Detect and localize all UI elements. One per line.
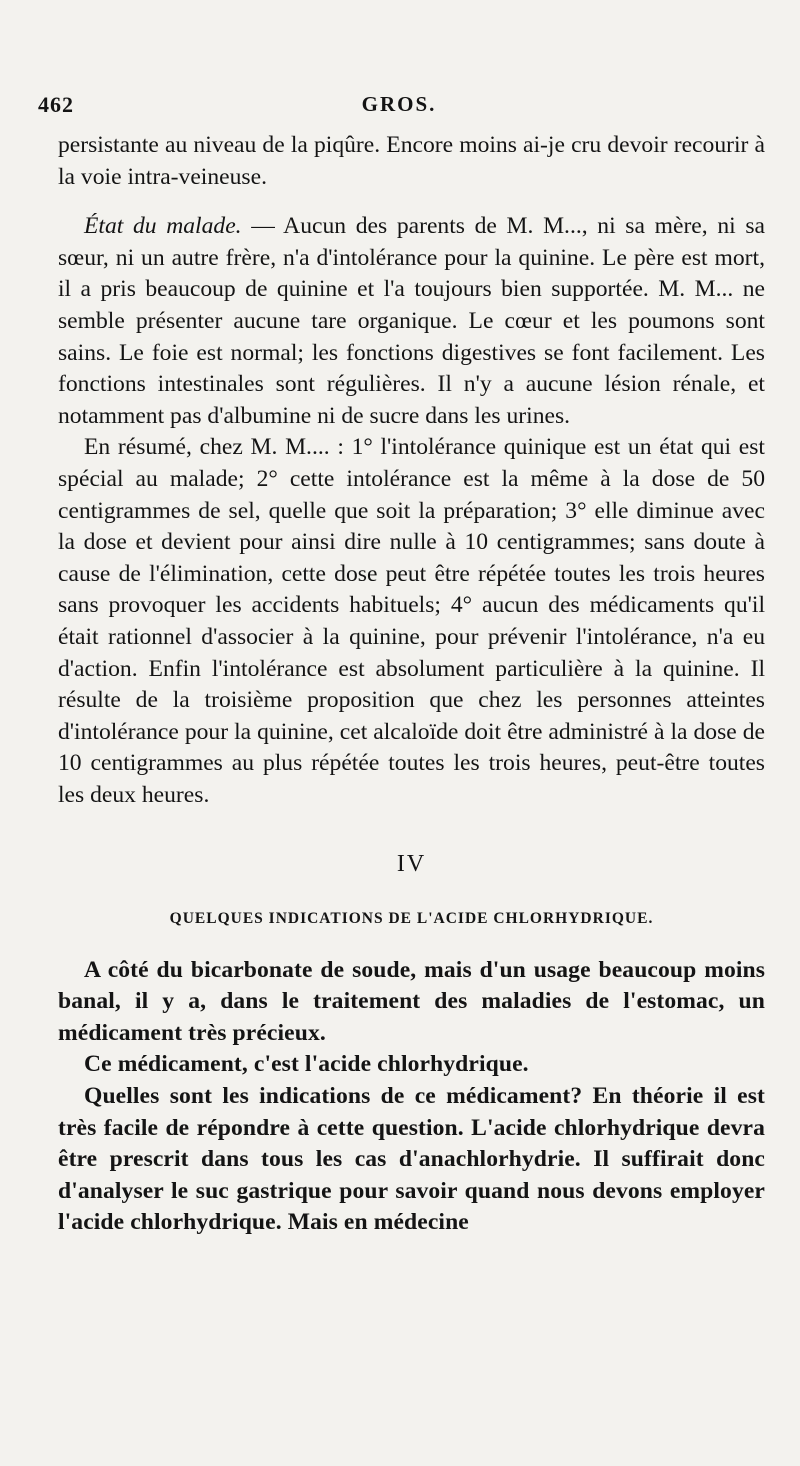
section-title: QUELQUES INDICATIONS DE L'ACIDE CHLORHYDRIQUE. xyxy=(169,910,654,928)
paragraph-text: — Aucun des parents de M. M..., ni sa mère, ni sa sœur, ni un autre frère, n'a d'intolérance pour la quinine. Le père est mort, il a pris beaucoup de quinine et l'a toujours bien supportée. M. M... ne semble présenter aucune tare organique. Le cœur et les poumons sont sains. Le foie est normal; les fonctions digestives se font facilement. Les fonctions intestinales sont régulières. Il n'y a aucune lésion rénale, et notamment pas d'albumine ni de sucre dans les urines. xyxy=(58,213,765,429)
paragraph-resume: En résumé, chez M. M.... : 1° l'intolérance quinique est un état qui est spécial au malade; 2° cette intolérance est la même à la dose de 50 centigrammes de sel, quelle que soit la préparation; 3° elle diminue avec la dose et devient pour ainsi dire nulle à 10 centigrammes; sans doute à cause de l'élimination, cette dose peut être répétée toutes les trois heures sans provoquer les accidents habituels; 4° aucun des médicaments qu'il était rationnel d'associer à la quinine, pour prévenir l'intolérance, n'a eu d'action. Enfin l'intolérance est absolument particulière à la quinine. Il résulte de la troisième proposition que chez les personnes atteintes d'intolérance pour la quinine, cet alcaloïde doit être administré à la dose de 10 centigrammes au plus répétée toutes les trois heures, peut-être toutes les deux heures. xyxy=(58,434,765,808)
paragraph-etat-du-malade xyxy=(58,211,765,432)
body-text xyxy=(58,130,765,1239)
section-numeral: IV xyxy=(396,851,427,878)
running-head: GROS. xyxy=(361,92,437,116)
paragraph-continuation: persistante au niveau de la piqûre. Encore moins ai-je cru devoir recourir à la voie intra-veineuse. xyxy=(58,132,765,190)
page-number: 462 xyxy=(38,92,74,117)
paragraph-label: État du malade. xyxy=(84,213,242,240)
paragraph-medicament: Ce médicament, c'est l'acide chlorhydrique. xyxy=(84,1051,529,1078)
page-header xyxy=(38,92,760,122)
paragraph-bicarbonate: A côté du bicarbonate de soude, mais d'un usage beaucoup moins banal, il y a, dans le traitement des maladies de l'estomac, un médicament très précieux. xyxy=(58,956,765,1046)
paragraph-indications: Quelles sont les indications de ce médicament? En théorie il est très facile de répondre à cette question. L'acide chlorhydrique devra être prescrit dans tous les cas d'anachlorhydrie. Il suffirait donc d'analyser le suc gastrique pour savoir quand nous devons employer l'acide chlorhydrique. Mais en médecine xyxy=(58,1083,765,1236)
